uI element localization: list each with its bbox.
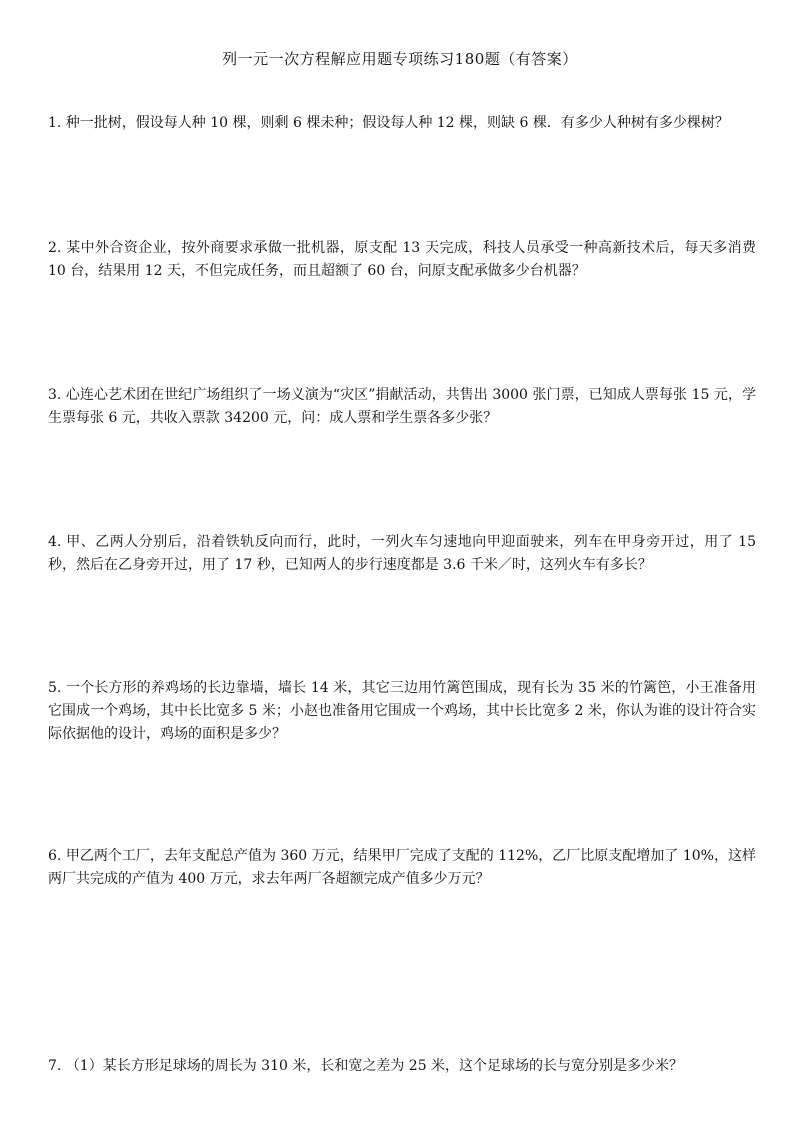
- question-6: 6. 甲乙两个工厂，去年支配总产值为 360 万元，结果甲厂完成了支配的 112%，乙厂比原支配增加了 10%，这样两厂共完成的产值为 400 万元，求去年两厂各超额完成产值多少万元？: [48, 848, 756, 887]
- question-5: 5. 一个长方形的养鸡场的长边靠墙，墙长 14 米，其它三边用竹篱笆围成，现有长为 35 米的竹篱笆，小王准备用它围成一个鸡场，其中长比宽多 5 米；小赵也准备用它围成一个鸡场，其中长比宽多 2 米，你认为谁的设计符合实际依据他的设计，鸡场的面积是多少？: [48, 680, 756, 742]
- question-3: 3. 心连心艺术团在世纪广场组织了一场义演为“灾区”捐献活动，共售出 3000 张门票，已知成人票每张 15 元，学生票每张 6 元，共收入票款 34200 元，问：成人票和学生票各多少张？: [48, 387, 756, 426]
- question-4: 4. 甲、乙两人分别后，沿着铁轨反向而行，此时，一列火车匀速地向甲迎面驶来，列车在甲身旁开过，用了 15 秒，然后在乙身旁开过，用了 17 秒，已知两人的步行速度都是 3.6 千米／时，这列火车有多长？: [48, 534, 756, 573]
- page-title: 列一元一次方程解应用题专项练习180题（有答案）: [222, 50, 578, 68]
- question-2: 2. 某中外合资企业，按外商要求承做一批机器，原支配 13 天完成，科技人员承受一种高新技术后，每天多消费 10 台，结果用 12 天，不但完成任务，而且超额了 60 台，问原支配承做多少台机器？: [48, 240, 756, 279]
- question-7: 7. （1）某长方形足球场的周长为 310 米，长和宽之差为 25 米，这个足球场的长与宽分别是多少米？: [48, 1058, 684, 1074]
- question-1: 1. 种一批树，假设每人种 10 棵，则剩 6 棵未种；假设每人种 12 棵，则缺 6 棵．有多少人种树有多少棵树？: [48, 115, 729, 131]
